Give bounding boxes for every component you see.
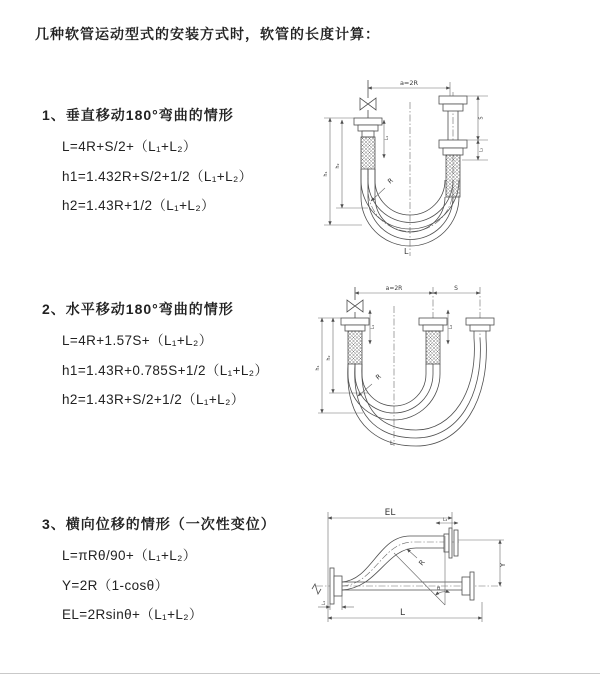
radius-label: R <box>417 558 427 568</box>
section-3-formula-EL: EL=2Rsinθ+（L₁+L₂） <box>62 607 203 622</box>
dim-label-h1: h₁ <box>323 171 329 177</box>
dim-label-s: S <box>478 116 485 120</box>
upper-right-flange <box>444 528 458 558</box>
centerlines <box>368 92 453 256</box>
pipe-break-mark <box>312 584 321 594</box>
valve-icon <box>347 287 363 318</box>
dim-label-s: S <box>454 285 458 292</box>
page-title: 几种软管运动型式的安装方式时，软管的长度计算： <box>35 26 380 42</box>
length-label: L <box>390 440 394 447</box>
diagram-vertical-180-bend <box>310 72 600 264</box>
dimension-lines <box>318 508 507 622</box>
section-3-heading: 3、横向位移的情形（一次性变位） <box>42 516 276 532</box>
dim-label-l2: L₂ <box>479 147 485 153</box>
hose-curves <box>348 338 487 446</box>
radius-label: R <box>374 372 383 382</box>
dim-label-l1: L₁ <box>371 324 376 330</box>
dim-label-h2: h₂ <box>335 163 341 169</box>
section-3-formula-Y: Y=2R（1-cosθ） <box>62 578 169 593</box>
dim-label-l2: L₂ <box>449 324 454 330</box>
dim-label-l2: L₂ <box>443 518 448 523</box>
diagram-horizontal-180-bend <box>308 278 600 464</box>
dim-label-h1: h₁ <box>315 365 321 371</box>
section-1-formula-h2: h2=1.43R+1/2（L₁+L₂） <box>62 198 215 213</box>
section-3-formula-L: L=πRθ/90+（L₁+L₂） <box>62 548 197 563</box>
dim-label-el: EL <box>384 508 396 518</box>
centerlines <box>394 287 480 446</box>
left-end-fitting <box>341 318 369 364</box>
dim-label-y: Y <box>499 562 507 568</box>
dim-label-l1: L₁ <box>385 135 390 141</box>
left-end-fitting <box>354 118 382 169</box>
middle-end-fitting <box>419 318 447 364</box>
section-1-formula-L: L=4R+S/2+（L₁+L₂） <box>62 139 197 154</box>
right-end-fitting <box>439 96 467 197</box>
radius-label: R <box>386 176 395 186</box>
section-2-formula-h2: h2=1.43R+S/2+1/2（L₁+L₂） <box>62 392 245 407</box>
dim-label-h2: h₂ <box>326 355 332 361</box>
page-bottom-rule <box>0 673 600 674</box>
diagram-lateral-displacement <box>298 498 600 664</box>
section-2-formula-h1: h1=1.43R+0.785S+1/2（L₁+L₂） <box>62 363 269 378</box>
dim-label-l1: L₁ <box>322 600 327 606</box>
dim-label-a2r: a=2R <box>399 79 419 87</box>
dim-label-a2r: a=2R <box>385 285 403 292</box>
section-2-formula-L: L=4R+1.57S+（L₁+L₂） <box>62 333 213 348</box>
left-flange <box>330 568 342 604</box>
length-label: L <box>404 247 409 256</box>
section-2-heading: 2、水平移动180°弯曲的情形 <box>42 301 234 317</box>
theta-label: θ <box>437 586 441 592</box>
angle-construction <box>394 536 450 605</box>
section-1-formula-h1: h1=1.432R+S/2+1/2（L₁+L₂） <box>62 169 253 184</box>
lower-right-flange <box>462 572 474 600</box>
section-1-heading: 1、垂直移动180°弯曲的情形 <box>42 107 234 123</box>
length-label: L <box>400 608 406 618</box>
